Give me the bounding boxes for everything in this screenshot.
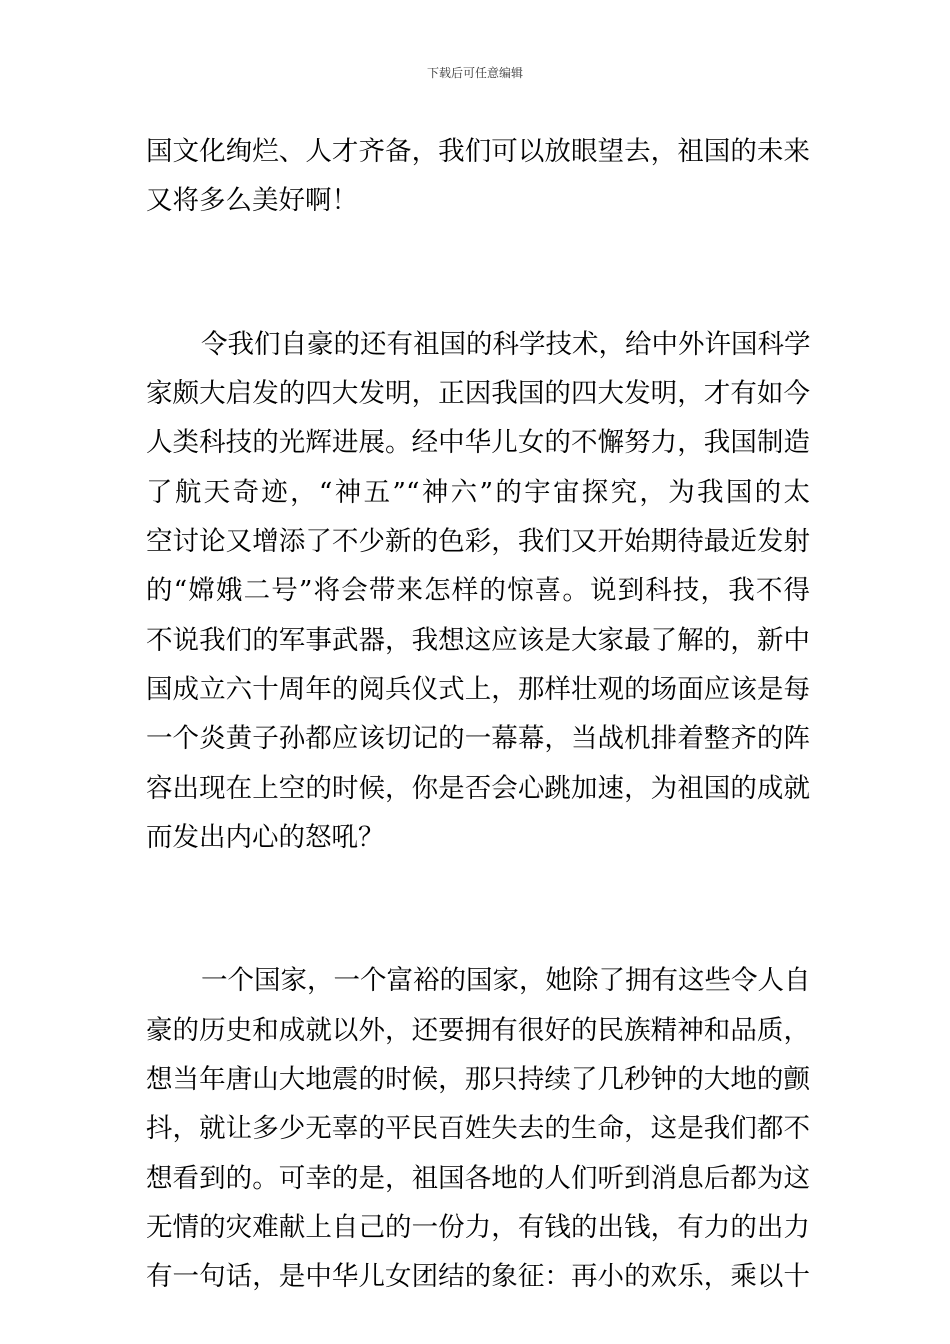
text-line: 无情的灾难献上自己的一份力，有钱的出钱，有力的出力 xyxy=(146,1211,810,1243)
text-line: 想当年唐山大地震的时候，那只持续了几秒钟的大地的颤 xyxy=(146,1064,810,1096)
text-line: 不说我们的军事武器，我想这应该是大家最了解的，新中 xyxy=(146,624,810,656)
text-line: 想看到的。可幸的是，祖国各地的人们听到消息后都为这 xyxy=(146,1162,810,1194)
text-line: 令我们自豪的还有祖国的科学技术，给中外许国科学 xyxy=(201,328,811,360)
paragraph-spacer xyxy=(146,911,810,956)
paragraph-spacer xyxy=(146,275,810,320)
text-line: 的“嫦娥二号”将会带来怎样的惊喜。说到科技，我不得 xyxy=(146,575,810,607)
text-line: 有一句话，是中华儿女团结的象征：再小的欢乐，乘以十 xyxy=(146,1261,810,1293)
paragraph-spacer xyxy=(146,226,810,275)
text-line: 空讨论又增添了不少新的色彩，我们又开始期待最近发射 xyxy=(146,526,810,558)
text-line: 一个国家，一个富裕的国家，她除了拥有这些令人自 xyxy=(201,965,811,997)
text-line: 家颇大启发的四大发明，正因我国的四大发明，才有如今 xyxy=(146,378,810,410)
paragraph-spacer xyxy=(146,862,810,911)
text-line: 而发出内心的怒吼？ xyxy=(146,821,385,853)
text-line: 一个炎黄子孙都应该切记的一幕幕，当战机排着整齐的阵 xyxy=(146,723,810,755)
document-body xyxy=(146,127,810,1302)
text-line: 国成立六十周年的阅兵仪式上，那样壮观的场面应该是每 xyxy=(146,673,810,705)
text-line: 了航天奇迹，“神五”“神六”的宇宙探究，为我国的太 xyxy=(146,476,810,508)
text-line: 容出现在上空的时候，你是否会心跳加速，为祖国的成就 xyxy=(146,772,810,804)
text-line: 国文化绚烂、人才齐备，我们可以放眼望去，祖国的未来 xyxy=(146,136,810,167)
text-line: 人类科技的光辉进展。经中华儿女的不懈努力，我国制造 xyxy=(146,427,810,459)
text-line: 抖，就让多少无辜的平民百姓失去的生命，这是我们都不 xyxy=(146,1113,810,1145)
text-line: 豪的历史和成就以外，还要拥有很好的民族精神和品质， xyxy=(146,1014,810,1046)
text-line: 又将多么美好啊！ xyxy=(146,185,358,217)
page-header: 下载后可任意编辑 xyxy=(426,66,523,80)
